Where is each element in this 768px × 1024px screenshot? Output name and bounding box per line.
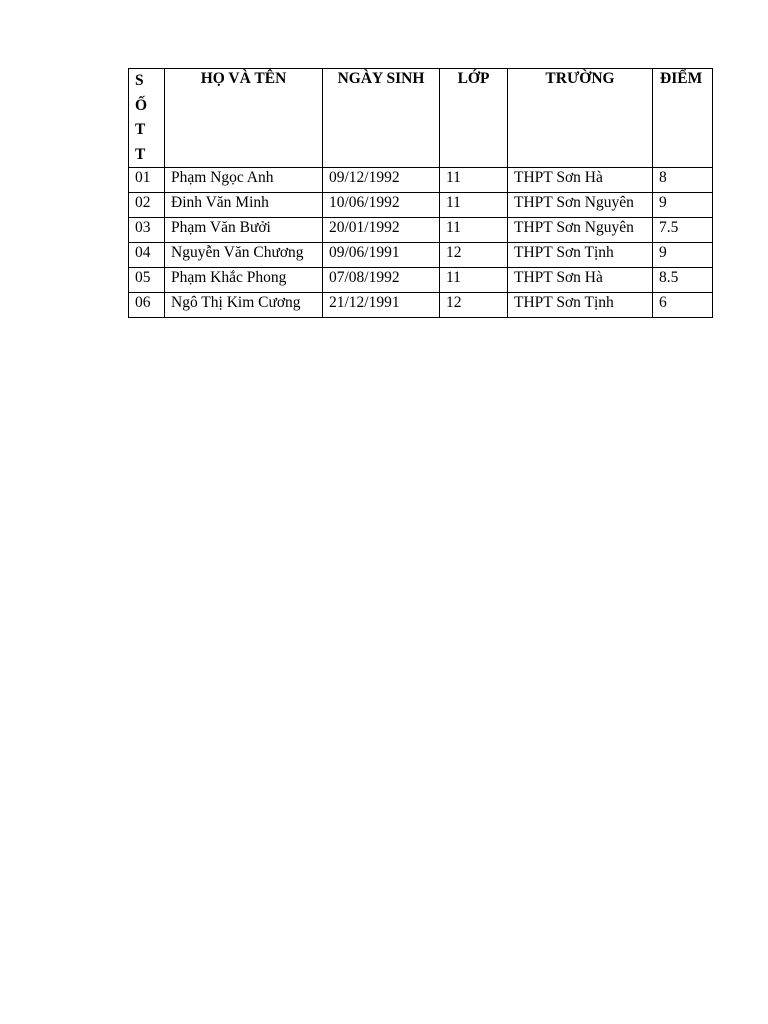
header-dob: NGÀY SINH [323,69,440,168]
header-school: TRƯỜNG [508,69,653,168]
header-class: LỚP [440,69,508,168]
cell-class: 11 [440,193,508,218]
cell-school: THPT Sơn Hà [508,268,653,293]
table-row [129,243,713,268]
header-score: ĐIỂM [653,69,713,168]
cell-school: THPT Sơn Hà [508,168,653,193]
cell-class: 12 [440,293,508,318]
table-row [129,168,713,193]
cell-dob: 20/01/1992 [323,218,440,243]
header-stt-letter: S [135,72,144,89]
cell-stt: 02 [129,193,165,218]
table-row [129,193,713,218]
header-stt-letter: T [135,121,146,138]
cell-name: Phạm Ngọc Anh [165,168,323,193]
student-table [128,68,713,318]
cell-score: 6 [653,293,713,318]
cell-name: Nguyễn Văn Chương [165,243,323,268]
cell-stt: 04 [129,243,165,268]
cell-school: THPT Sơn Nguyên [508,218,653,243]
table-row [129,218,713,243]
cell-school: THPT Sơn Tịnh [508,243,653,268]
header-stt-letter: T [135,145,146,163]
header-stt-letter: Ố [135,96,148,114]
cell-school: THPT Sơn Nguyên [508,193,653,218]
cell-name: Phạm Văn Bưởi [165,218,323,243]
cell-class: 11 [440,268,508,293]
cell-score: 9 [653,193,713,218]
cell-score: 8 [653,168,713,193]
table-header-row [129,69,713,168]
cell-dob: 21/12/1991 [323,293,440,318]
cell-score: 7.5 [653,218,713,243]
table-row [129,293,713,318]
cell-dob: 07/08/1992 [323,268,440,293]
cell-name: Ngô Thị Kim Cương [165,293,323,318]
header-name: HỌ VÀ TÊN [165,69,323,168]
cell-stt: 06 [129,293,165,318]
table-row [129,268,713,293]
cell-class: 11 [440,218,508,243]
header-stt [129,69,165,168]
cell-stt: 01 [129,168,165,193]
cell-name: Phạm Khắc Phong [165,268,323,293]
cell-class: 12 [440,243,508,268]
cell-name: Đinh Văn Minh [165,193,323,218]
cell-class: 11 [440,168,508,193]
cell-dob: 10/06/1992 [323,193,440,218]
cell-dob: 09/12/1992 [323,168,440,193]
cell-score: 9 [653,243,713,268]
cell-school: THPT Sơn Tịnh [508,293,653,318]
cell-stt: 03 [129,218,165,243]
cell-stt: 05 [129,268,165,293]
cell-score: 8.5 [653,268,713,293]
cell-dob: 09/06/1991 [323,243,440,268]
